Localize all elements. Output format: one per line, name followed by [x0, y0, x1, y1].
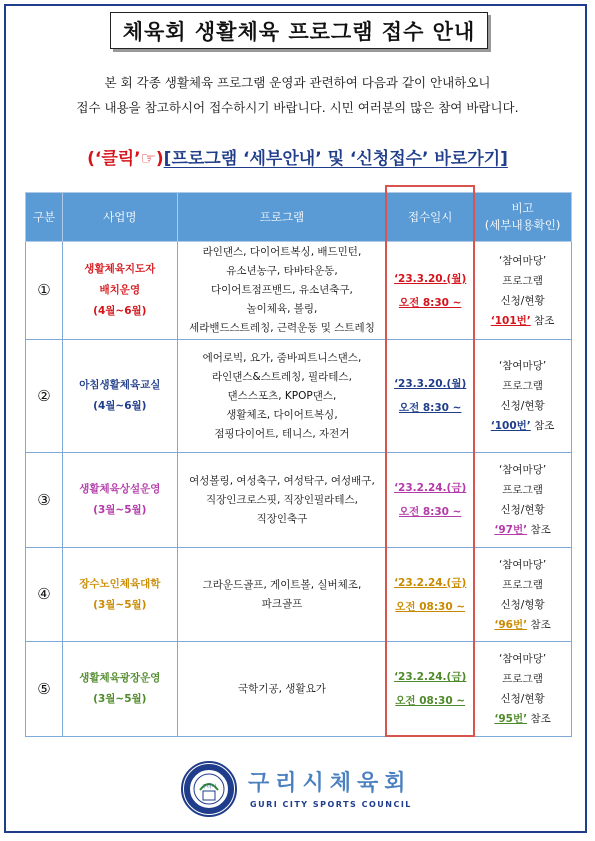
remark-reference [476, 709, 569, 729]
intro-line-1: 본 회 각종 생활체육 프로그램 운영과 관련하여 다음과 같이 안내하오니 [104, 75, 491, 90]
remark-cell [474, 548, 572, 642]
table-row [26, 453, 572, 548]
reception-date [387, 340, 474, 453]
program-line: 국학기공, 생활요가 [238, 682, 326, 695]
program-list [177, 548, 387, 642]
table-row [26, 642, 572, 737]
remark-reference [476, 520, 569, 540]
reception-date [387, 548, 474, 642]
reception-time: 오전 8:30 ~ [398, 506, 462, 518]
shortcut-link-text[interactable]: [프로그램 ‘세부안내’ 및 ‘신청접수’ 바로가기] [163, 149, 508, 169]
click-label[interactable]: ‘클릭’☞ [94, 149, 156, 169]
remark-line: 신청/현황 [500, 504, 545, 516]
header-reception-date: 접수일시 [387, 193, 474, 242]
program-line: 점핑다이어트, 테니스, 자전거 [214, 427, 350, 440]
business-period: (4월~6월) [93, 400, 147, 412]
remark-suffix: 참조 [527, 618, 551, 631]
remark-line: ‘참여마당’ [498, 653, 547, 665]
reception-day: ‘23.3.20.(월) [394, 272, 467, 285]
program-line: 놀이체육, 볼링, [246, 303, 318, 315]
page-title [110, 12, 488, 49]
business-name-line: 배치운영 [99, 284, 141, 296]
program-list [177, 453, 387, 548]
remark-line: ‘참여마당’ [498, 464, 547, 476]
business-name [62, 642, 177, 737]
reception-time: 오전 8:30 ~ [398, 296, 462, 309]
remark-line: ‘참여마당’ [498, 254, 547, 267]
remark-line: 신청/현황 [500, 294, 545, 307]
header-remarks-line-1: 비고 [511, 201, 534, 215]
reception-day: ‘23.3.20.(월) [394, 378, 467, 390]
footer-logo [180, 760, 420, 820]
remark-cell [474, 242, 572, 340]
business-name [62, 453, 177, 548]
reception-time: 오전 08:30 ~ [395, 695, 466, 707]
table-header-row [26, 193, 572, 242]
remark-line: 신청/현황 [500, 693, 545, 705]
remark-number: ‘95번’ [494, 713, 528, 725]
council-emblem-icon [180, 760, 238, 818]
remark-line: 프로그램 [502, 274, 543, 287]
header-business-name: 사업명 [62, 193, 177, 242]
header-remarks [474, 193, 572, 242]
business-name [62, 548, 177, 642]
program-list [177, 242, 387, 340]
business-period: (3월~5월) [93, 598, 147, 611]
program-line: 파크골프 [261, 597, 303, 610]
business-name-line: 생활체육지도자 [84, 263, 156, 275]
row-number: ② [26, 340, 63, 453]
link-open-paren: ( [87, 149, 95, 169]
business-name [62, 340, 177, 453]
remark-number: ‘100번’ [490, 420, 531, 432]
row-number: ① [26, 242, 63, 340]
program-line: 직장인크로스핏, 직장인필라테스, [205, 493, 358, 506]
program-line: 유소년농구, 타바타운동, [226, 265, 338, 277]
program-line: 댄스스포츠, KPOP댄스, [227, 389, 337, 402]
remark-suffix: 참조 [530, 314, 555, 327]
table-row [26, 548, 572, 642]
program-line: 에어로빅, 요가, 줌바피트니스댄스, [202, 351, 362, 364]
table-row [26, 242, 572, 340]
remark-reference [476, 615, 569, 635]
business-period: (3월~5월) [93, 693, 147, 705]
remark-line: 프로그램 [502, 673, 543, 685]
reception-day: ‘23.2.24.(금) [394, 671, 467, 683]
remark-number: ‘97번’ [494, 524, 528, 536]
page-title-text: 체육회 생활체육 프로그램 접수 안내 [122, 19, 476, 44]
business-period: (3월~5월) [93, 504, 147, 516]
program-list [177, 642, 387, 737]
header-program: 프로그램 [177, 193, 387, 242]
business-name [62, 242, 177, 340]
header-category: 구분 [26, 193, 63, 242]
remark-line: 프로그램 [502, 484, 543, 496]
program-line: 직장인축구 [256, 512, 308, 525]
reception-day: ‘23.2.24.(금) [394, 576, 467, 589]
program-shortcut-link[interactable] [0, 144, 595, 169]
program-line: 여성볼링, 여성축구, 여성탁구, 여성배구, [189, 474, 375, 487]
program-line: 그라운드골프, 게이트볼, 실버체조, [202, 578, 362, 591]
remark-number: ‘96번’ [494, 618, 528, 631]
table-row [26, 340, 572, 453]
reception-time: 오전 08:30 ~ [395, 600, 466, 613]
row-number: ④ [26, 548, 63, 642]
intro-line-2: 접수 내용을 참고하시어 접수하시기 바랍니다. 시민 여러분의 많은 참여 바랍니다. [76, 100, 519, 115]
remark-line: 신청/형황 [500, 598, 545, 611]
header-remarks-line-2: (세부내용확인) [484, 218, 561, 232]
reception-date [387, 453, 474, 548]
org-name-english: GURI CITY SPORTS COUNCIL [250, 800, 412, 809]
program-list [177, 340, 387, 453]
program-line: 다이어트점프밴드, 유소년축구, [211, 284, 353, 296]
remark-cell [474, 642, 572, 737]
remark-reference [476, 416, 569, 436]
emblem-text: 구리시 [201, 784, 217, 790]
business-name-line: 생활체육상설운영 [79, 483, 161, 495]
program-line: 라인댄스&스트레칭, 필라테스, [211, 370, 352, 383]
remark-number: ‘101번’ [490, 314, 531, 327]
remark-line: ‘참여마당’ [498, 360, 547, 372]
business-period: (4월~6월) [93, 305, 147, 317]
reception-day: ‘23.2.24.(금) [394, 482, 467, 494]
remark-suffix: 참조 [527, 524, 551, 536]
remark-suffix: 참조 [527, 713, 551, 725]
remark-cell [474, 340, 572, 453]
program-table [25, 192, 572, 737]
reception-time: 오전 8:30 ~ [398, 402, 462, 414]
remark-line: 프로그램 [502, 578, 543, 591]
remark-line: 신청/현황 [500, 400, 545, 412]
business-name-line: 아침생활체육교실 [79, 379, 161, 391]
business-name-line: 장수노인체육대학 [79, 577, 161, 590]
intro-paragraph [30, 70, 565, 120]
remark-suffix: 참조 [530, 420, 555, 432]
program-line: 라인댄스, 다이어트복싱, 배드민턴, [202, 246, 362, 258]
link-close-paren: ) [155, 149, 164, 169]
reception-date [387, 642, 474, 737]
remark-cell [474, 453, 572, 548]
business-name-line: 생활체육광장운영 [79, 672, 161, 684]
reception-date [387, 242, 474, 340]
remark-line: ‘참여마당’ [498, 558, 547, 571]
program-line: 세라밴드스트레칭, 근력운동 및 스트레칭 [189, 322, 375, 334]
org-name: 구리시체육회 [248, 771, 412, 796]
remark-line: 프로그램 [502, 380, 543, 392]
program-line: 생활체조, 다이어트복싱, [226, 408, 338, 421]
row-number: ③ [26, 453, 63, 548]
remark-reference [476, 311, 569, 331]
row-number: ⑤ [26, 642, 63, 737]
